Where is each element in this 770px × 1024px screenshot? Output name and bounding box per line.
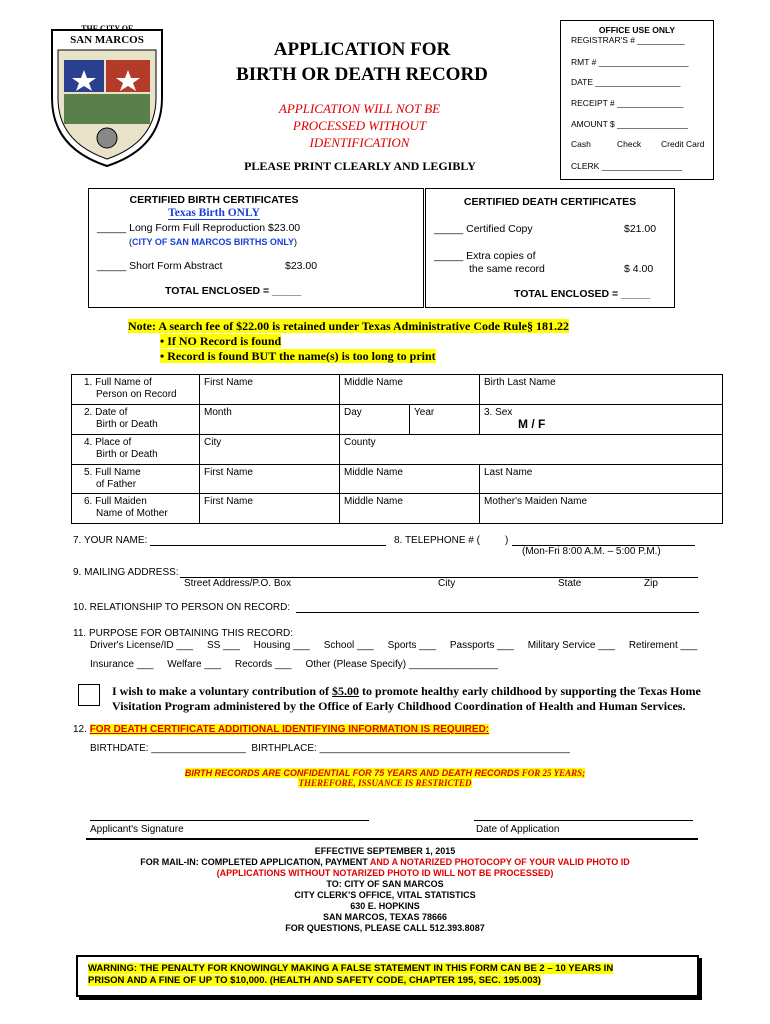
cash-option[interactable]: Cash [571,139,591,149]
person-birth-last-name[interactable]: Birth Last Name [480,375,722,405]
contribution-amount: $5.00 [332,684,360,698]
sex-options[interactable]: M / F [518,417,546,431]
amount-field[interactable]: AMOUNT $ _______________ [571,119,689,129]
father-label [72,465,200,494]
questions-phone: FOR QUESTIONS, PLEASE CALL 512.393.8087 [285,923,485,933]
receipt-field[interactable]: RECEIPT # ______________ [571,98,684,108]
street-caption: Street Address/P.O. Box [184,578,292,589]
purpose-label: 11. PURPOSE FOR OBTAINING THIS RECORD: [73,628,294,639]
mail-to: TO: CITY OF SAN MARCOS [326,879,444,889]
death-info-number: 12. [73,724,90,735]
check-option[interactable]: Check [617,139,642,149]
contribution-line-2: Visitation Program administered by the Office of Early Childhood Coordination of Health and Human Services. [112,699,686,713]
mail-office: CITY CLERK'S OFFICE, VITAL STATISTICS [294,890,476,900]
certified-copy-price: $21.00 [624,223,657,235]
birth-total-enclosed[interactable]: TOTAL ENCLOSED = _____ [165,285,302,297]
title-line-2: BIRTH OR DEATH RECORD [236,64,488,85]
print-clearly-note: PLEASE PRINT CLEARLY AND LEGIBLY [244,159,476,173]
purpose-options-row-1[interactable]: Driver's License/ID ___ SS ___ Housing ___ School ___ Sports ___ Passports ___ Military Service ___ Retirement ___ [90,640,698,651]
seal-city-line: THE CITY OF [81,24,133,33]
registrar-field[interactable]: REGISTRAR'S # __________ [571,35,685,45]
telephone-paren: ) [505,535,509,546]
father-label-1: 5. Full Name [84,467,141,478]
long-form-option[interactable]: _____ Long Form Full Reproduction $23.00 [97,222,301,234]
application-date-line[interactable] [474,820,693,821]
death-total-enclosed[interactable]: TOTAL ENCLOSED = _____ [514,288,651,300]
sex-field[interactable] [480,405,722,435]
not-processed-text: (APPLICATIONS WITHOUT NOTARIZED PHOTO ID WILL NOT BE PROCESSED) [216,868,554,878]
relationship-label: 10. RELATIONSHIP TO PERSON ON RECORD: [73,602,291,613]
extra-copies-option[interactable]: _____ Extra copies of [434,250,536,262]
rmt-field[interactable]: RMT # ___________________ [571,57,689,67]
death-info-text: FOR DEATH CERTIFICATE ADDITIONAL IDENTIFYING INFORMATION IS REQUIRED: [89,724,490,735]
place-label-2: Birth or Death [96,449,158,460]
person-middle-name[interactable]: Middle Name [340,375,480,405]
application-date-caption: Date of Application [476,824,560,835]
san-marcos-only-note [129,237,297,247]
san-marcos-only-text: CITY OF SAN MARCOS BIRTHS ONLY [132,237,295,247]
purpose-options-row-2[interactable]: Insurance ___ Welfare ___ Records ___ Other (Please Specify) ________________ [90,659,498,670]
date-day[interactable]: Day [340,405,410,435]
contribution-text [112,684,701,714]
texas-birth-only-text: Texas Birth ONLY [168,207,260,219]
father-last-name[interactable]: Last Name [480,465,722,494]
mother-maiden-name[interactable]: Mother's Maiden Name [484,496,588,507]
note-paren-open: ( [129,237,132,247]
your-name-input[interactable] [150,545,386,546]
short-form-option[interactable]: _____ Short Form Abstract [97,260,223,272]
relationship-input[interactable] [296,612,699,613]
full-name-label [72,375,200,405]
confidential-notice [0,768,770,788]
id-warning-line-2: PROCESSED WITHOUT [292,118,427,133]
date-month[interactable]: Month [200,405,340,435]
mail-street: 630 E. HOPKINS [350,901,420,911]
date-label-2: Birth or Death [96,419,158,430]
penalty-line-2: PRISON AND A FINE OF UP TO $10,000. (HEALTH AND SAFETY CODE, CHAPTER 195, SEC. 195.003) [88,975,541,986]
place-city[interactable]: City [200,435,340,465]
place-county[interactable]: County [340,435,722,465]
place-label [72,435,200,465]
mother-first-name[interactable]: First Name [200,494,340,523]
office-date-field[interactable]: DATE __________________ [571,77,681,87]
office-hours: (Mon-Fri 8:00 A.M. – 5:00 P.M.) [522,546,661,557]
date-year[interactable]: Year [410,405,480,435]
short-form-price: $23.00 [285,260,318,272]
mother-middle-name[interactable]: Middle Name [340,494,480,523]
sex-label: 3. Sex [484,407,513,418]
extra-copies-price: $ 4.00 [624,263,654,275]
birth-box-heading: CERTIFIED BIRTH CERTIFICATES [129,194,299,206]
id-warning-line-3: IDENTIFICATION [309,135,410,150]
mother-label-1: 6. Full Maiden [84,496,147,507]
death-info-heading [73,724,489,735]
confidential-part-2: FOR 25 YEARS; [519,768,586,778]
divider [86,838,698,840]
mother-label [72,494,200,523]
seal-city-name: SAN MARCOS [70,34,144,46]
mail-city: SAN MARCOS, TEXAS 78666 [322,912,448,922]
confidential-line-2: THEREFORE, ISSUANCE IS RESTRICTED [298,778,472,788]
extra-copies-label: the same record [469,263,545,275]
penalty-line-1: WARNING: THE PENALTY FOR KNOWINGLY MAKING A FALSE STATEMENT IN THIS FORM CAN BE 2 – 10 YEARS IN [88,963,614,974]
office-use-box [560,20,714,180]
mailing-instructions [0,846,770,934]
zip-caption: Zip [644,578,658,589]
father-first-name[interactable]: First Name [200,465,340,494]
father-label-2: of Father [96,479,137,490]
full-name-label-2: Person on Record [96,389,177,400]
contribution-post: to promote healthy early childhood by supporting the Texas Home [359,684,701,698]
note-line-2: • If NO Record is found [160,334,282,348]
title-line-1: APPLICATION FOR [273,39,451,60]
city-caption: City [438,578,456,589]
death-certificates-box [425,188,675,308]
date-label [72,405,200,435]
contribution-checkbox[interactable] [78,684,100,706]
contribution-pre: I wish to make a voluntary contribution of [112,684,333,698]
your-name-label: 7. YOUR NAME: [73,535,148,546]
credit-card-option[interactable]: Credit Card [661,139,705,149]
id-warning [252,100,467,151]
person-first-name[interactable]: First Name [200,375,340,405]
note-line-1: Note: A search fee of $22.00 is retained under Texas Administrative Code Rule§ 181.22 [128,319,569,333]
page-title [212,37,512,87]
death-box-heading: CERTIFIED DEATH CERTIFICATES [463,196,637,208]
texas-birth-only [89,207,339,220]
place-label-1: 4. Place of [84,437,132,448]
father-middle-name[interactable]: Middle Name [340,465,480,494]
birthdate-birthplace-fields[interactable]: BIRTHDATE: _________________ BIRTHPLACE: _____________________________________________ [90,743,570,754]
record-info-table [71,374,723,524]
mother-label-2: Name of Mother [96,508,168,519]
birth-certificates-box [88,188,424,308]
city-seal [44,20,170,168]
penalty-warning-text [88,963,613,987]
office-use-title: OFFICE USE ONLY [598,25,676,35]
signature-caption: Applicant's Signature [90,824,184,835]
confidential-part-1: BIRTH RECORDS ARE CONFIDENTIAL FOR 75 YEARS AND DEATH RECORDS [184,768,520,778]
full-name-label-1: 1. Full Name of [84,377,152,388]
mailing-address-label: 9. MAILING ADDRESS: [73,567,179,578]
signature-line[interactable] [90,820,369,821]
state-caption: State [558,578,582,589]
effective-date: EFFECTIVE SEPTEMBER 1, 2015 [314,846,456,856]
clerk-field[interactable]: CLERK _________________ [571,161,683,171]
search-fee-note [128,319,569,364]
date-label-1: 2. Date of [84,407,128,418]
id-warning-line-1: APPLICATION WILL NOT BE [278,101,441,116]
certified-copy-option[interactable]: _____ Certified Copy [434,223,533,235]
penalty-warning-box [76,955,699,997]
mail-in-text: FOR MAIL-IN: COMPLETED APPLICATION, PAYMENT [140,857,370,867]
mail-in-red-text: AND A NOTARIZED PHOTOCOPY OF YOUR VALID PHOTO ID [369,857,630,867]
note-paren-close: ) [294,237,298,247]
telephone-label: 8. TELEPHONE # ( [394,535,480,546]
note-line-3: • Record is found BUT the name(s) is too long to print [160,349,436,363]
